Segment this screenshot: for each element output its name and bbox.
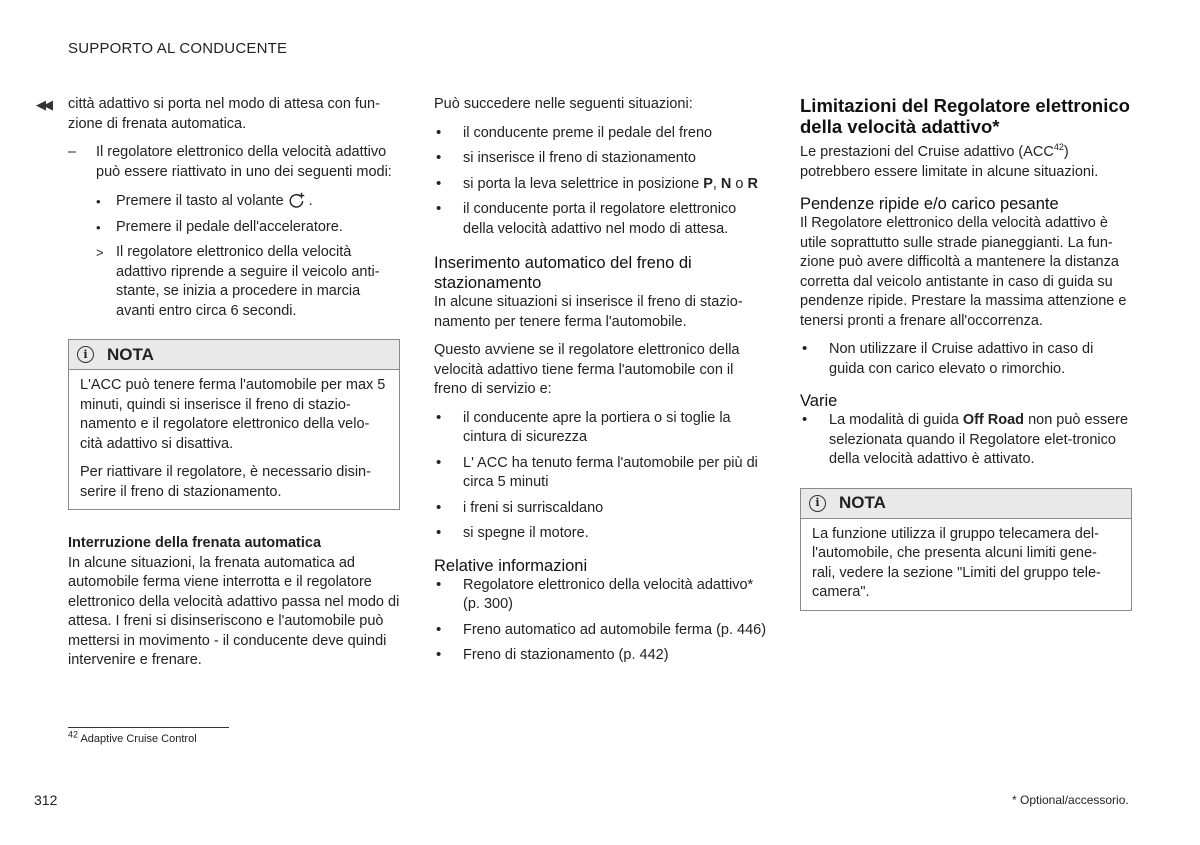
section-heading: Limitazioni del Regolatore elettronico della velocità adattivo* [800, 95, 1130, 137]
list-item [434, 200, 768, 239]
list-item-text: il conducente preme il pedale del freno [463, 124, 713, 141]
result-arrow-marker: > [96, 245, 104, 260]
note-box [68, 339, 400, 510]
note-text: L'ACC può tenere ferma l'automobile per max 5 minuti, quindi si inserisce il freno di stazio-namento e il regolatore elettronico della velo-cità adattivo si disattiva. [80, 377, 386, 452]
body-text: Il Regolatore elettronico della velocità adattivo è utile soprattutto sulle strade pianeggianti. La fun-zione può avere difficoltà a mantenere la distanza corretta dal veicolo antistante in caso di guida su pendenze ripide. Prestare la massima attenzione e tenersi pronti a frenare all'occorrenza. [800, 215, 1127, 329]
list-item-text: Il regolatore elettronico della velocità adattivo riprende a seguire il veicolo anti-stante, se inizia a procedere in marcia avanti entro circa 6 secondi. [116, 244, 380, 319]
separator: o [731, 175, 748, 192]
list-item [434, 524, 768, 544]
drive-mode-name: Off Road [962, 412, 1025, 428]
footnote-ref: 42 [1053, 142, 1064, 153]
footnote [68, 729, 197, 745]
section-heading: Varie [800, 392, 838, 410]
note-header [801, 489, 1131, 519]
column-2 [434, 95, 768, 672]
bullet-marker: • [96, 194, 101, 209]
footnote-text: Adaptive Cruise Control [80, 733, 197, 745]
bullet-marker: • [436, 620, 442, 638]
note-text: La funzione utilizza il gruppo telecamera del-l'automobile, che presenta alcuni limiti gene-rali, vedere la sezione "Limiti del gruppo tele-camera". [812, 525, 1101, 600]
info-icon: i [809, 495, 826, 512]
related-link[interactable] [434, 621, 768, 641]
bullet-marker: • [436, 123, 442, 141]
list-item-text: non può essere selezionata quando il Regolatore elet-tronico della velocità adattivo è attivato. [829, 412, 1129, 467]
body-text: In alcune situazioni si inserisce il freno di stazio-namento per tenere ferma l'automobile. [434, 294, 743, 330]
list-item [434, 175, 768, 195]
bullet-marker: • [436, 174, 442, 192]
gear-p: P [703, 175, 713, 192]
column-1 [36, 95, 400, 680]
list-item-text: Premere il pedale dell'acceleratore. [116, 218, 343, 235]
separator: , [712, 175, 721, 192]
list-item [434, 454, 768, 493]
bullet-marker: • [436, 408, 442, 426]
related-link[interactable] [434, 646, 768, 666]
note-text: Per riattivare il regolatore, è necessario disin-serire il freno di stazionamento. [80, 464, 371, 500]
bullet-marker: • [436, 149, 442, 166]
body-text [800, 143, 1132, 182]
column-3 [800, 95, 1132, 635]
bullet-marker: • [436, 575, 442, 593]
list-item [68, 143, 400, 182]
gear-n: N [720, 175, 732, 192]
continuation-arrow-icon: ◀◀ [36, 97, 50, 112]
running-header: SUPPORTO AL CONDUCENTE [68, 40, 288, 57]
body-text-part: Le prestazioni del Cruise adattivo (ACC [800, 144, 1054, 160]
body-text-part: ) potrebbero essere limitate in alcune situazioni. [800, 144, 1099, 180]
intro-text: città adattivo si porta nel modo di attesa con fun-zione di frenata automatica. [68, 96, 380, 132]
bullet-marker: • [96, 219, 101, 235]
note-header [69, 340, 399, 370]
note-body [801, 519, 1131, 610]
section-heading: Inserimento automatico del freno di stazionamento [434, 254, 692, 292]
footnote-number: 42 [68, 729, 79, 740]
list-item [434, 149, 768, 169]
list-item [434, 409, 768, 448]
section-heading: Interruzione della frenata automatica [68, 535, 322, 551]
sub-list-item [96, 243, 400, 321]
note-title: NOTA [107, 344, 154, 364]
steering-wheel-button-icon [288, 192, 306, 209]
sub-list-item [96, 218, 400, 238]
list-item-text: La modalità di guida [829, 412, 963, 428]
sub-list-item [96, 192, 400, 212]
note-title: NOTA [839, 493, 886, 513]
list-item-suffix: . [308, 193, 313, 209]
body-text: Questo avviene se il regolatore elettronico della velocità adattivo tiene ferma l'automobile con il freno di servizio e: [434, 342, 740, 397]
info-icon: i [77, 346, 94, 363]
section-heading: Pendenze ripide e/o carico pesante [800, 195, 1059, 213]
note-body [69, 370, 399, 509]
list-item [434, 499, 768, 519]
list-item-text: il conducente porta il regolatore elettronico della velocità adattivo nel modo di attesa. [463, 201, 737, 237]
dash-marker: – [68, 144, 77, 160]
gear-r: R [747, 175, 759, 192]
list-item [800, 340, 1132, 379]
bullet-marker: • [436, 646, 442, 663]
list-item [434, 124, 768, 144]
list-item-text: i freni si surriscaldano [463, 499, 604, 516]
list-item-text: Premere il tasto al volante [116, 193, 284, 209]
bullet-marker: • [436, 524, 442, 541]
link-text[interactable]: Freno automatico ad automobile ferma (p. 446) [463, 621, 767, 638]
bullet-marker: • [802, 340, 808, 357]
list-item-text: il conducente apre la portiera o si toglie la cintura di sicurezza [463, 409, 731, 445]
bullet-marker: • [436, 453, 442, 471]
list-item-text: si spegne il motore. [463, 525, 589, 541]
page-number: 312 [34, 792, 58, 808]
intro-text: Può succedere nelle seguenti situazioni: [434, 96, 693, 112]
link-text[interactable]: Freno di stazionamento (p. 442) [463, 647, 669, 663]
related-link[interactable] [434, 576, 768, 615]
bullet-marker: • [436, 498, 442, 516]
footnote-rule [68, 727, 229, 728]
bullet-marker: • [802, 411, 808, 428]
list-item-text: si inserisce il freno di stazionamento [463, 150, 696, 166]
link-text[interactable]: Regolatore elettronico della velocità adattivo* (p. 300) [463, 576, 754, 612]
section-heading: Relative informazioni [434, 556, 588, 575]
list-item-text: L' ACC ha tenuto ferma l'automobile per più di circa 5 minuti [463, 454, 758, 490]
body-text: In alcune situazioni, la frenata automatica ad automobile ferma viene interrotta e il regolatore elettronico della velocità adattivo passa nel modo di attesa. I freni si disinseriscono e l'automobile può mettersi in movimento - il conducente deve quindi intervenire e frenare. [68, 554, 400, 668]
list-item-text: Non utilizzare il Cruise adattivo in caso di guida con carico elevato o rimorchio. [829, 341, 1094, 377]
note-box [800, 488, 1132, 611]
list-item [800, 411, 1132, 470]
list-item-text: si porta la leva selettrice in posizione [463, 175, 704, 192]
optional-note: * Optional/accessorio. [1012, 793, 1129, 807]
list-item-text: Il regolatore elettronico della velocità adattivo può essere riattivato in uno dei seguenti modi: [96, 144, 392, 180]
bullet-marker: • [436, 200, 442, 217]
